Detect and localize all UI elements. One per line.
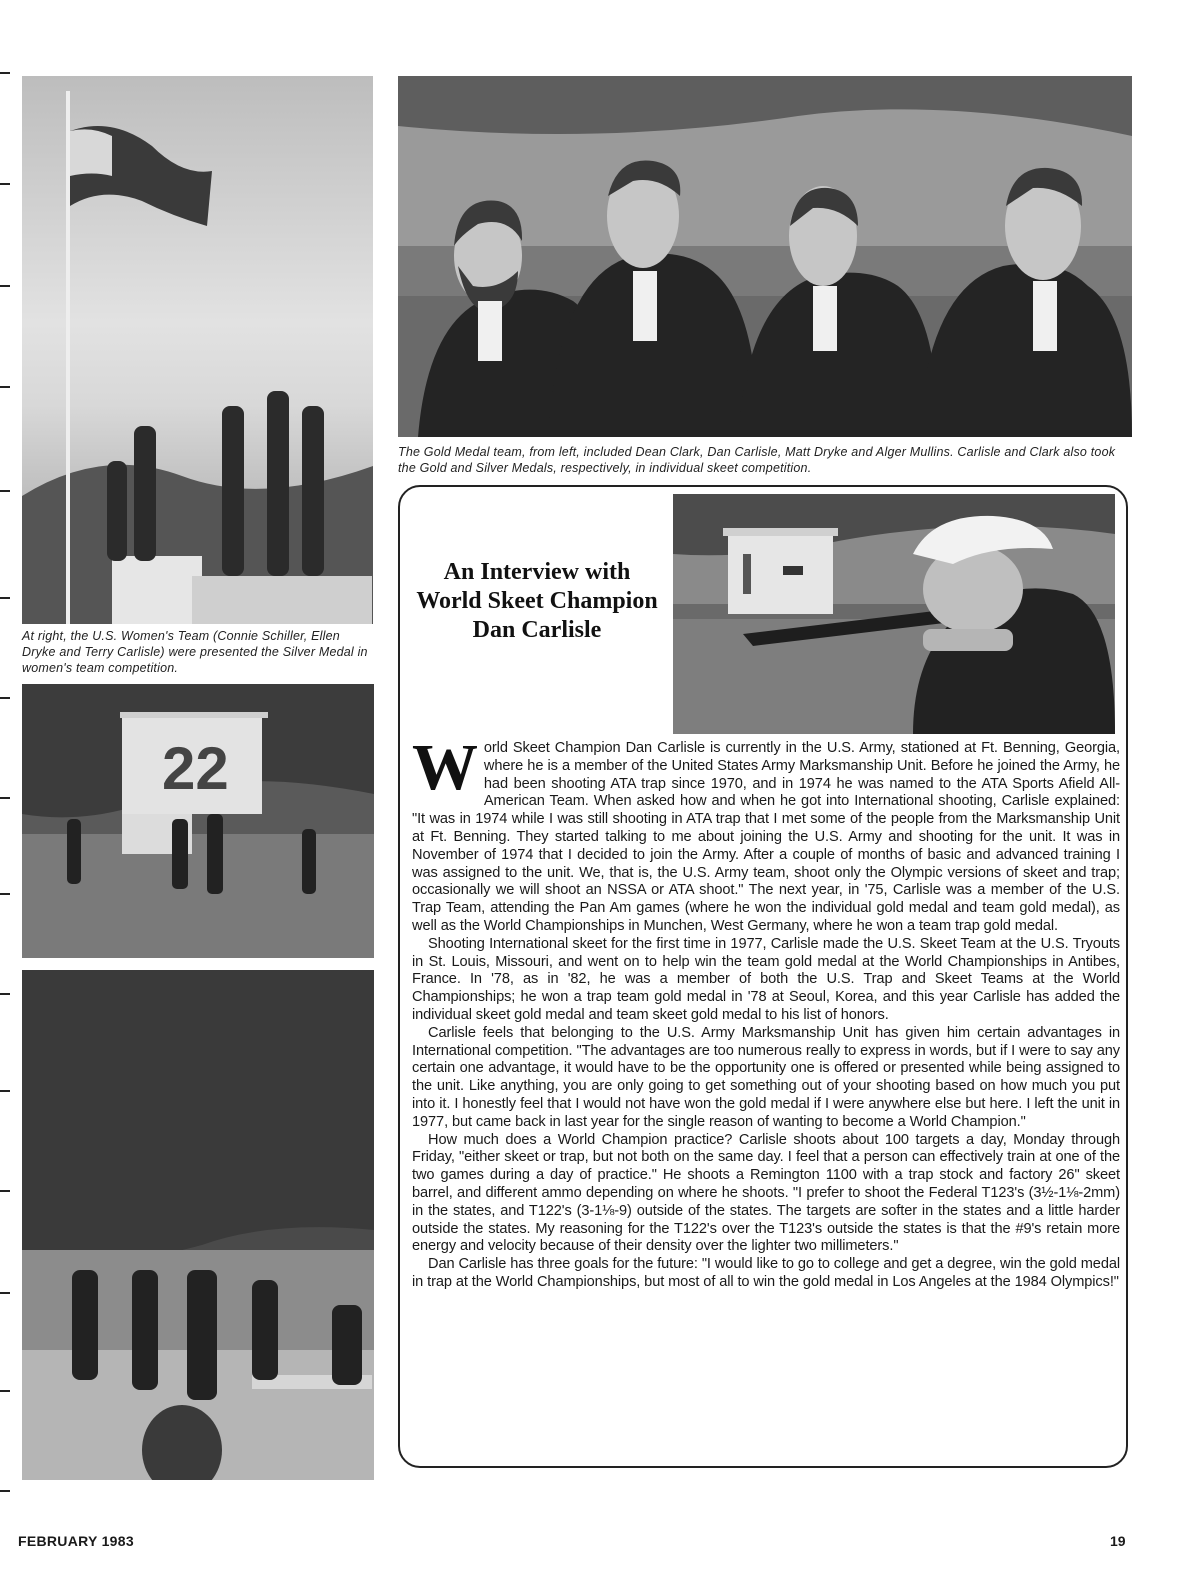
svg-text:22: 22 — [162, 735, 229, 802]
article-paragraph: How much does a World Champion practice? Carlisle shoots about 100 targets a day, Monday through Friday, "either skeet or trap, but not both on the same day. I feel that a person can effectively train at one of the two games during a day of practice." He shoots a Remington 1100 with a trap stock and factory 26" skeet barrel, and different ammo depending on where he shoots. "I prefer to shoot the Federal T123's (3½-1⅛-2mm) in the states, and T122's (3-1⅛-9) outside of the states. The targets are softer in the states and a little harder outside the states. My reasoning for the T122's over the T123's outside the states is that the #9's retain more energy and velocity because of their density over the lighter two millimeters." — [412, 1131, 1120, 1255]
photo-spectators-range — [22, 970, 374, 1480]
margin-tick — [0, 1090, 10, 1092]
margin-tick — [0, 490, 10, 492]
margin-tick — [0, 1390, 10, 1392]
article-paragraph — [412, 731, 1120, 936]
caption-gold-team: The Gold Medal team, from left, included Dean Clark, Dan Carlisle, Matt Dryke and Alger Mullins. Carlisle and Clark also took the Gold and Silver Medals, respectively, in individual skeet competition. — [398, 445, 1116, 475]
margin-tick — [0, 1190, 10, 1192]
margin-tick — [0, 893, 10, 895]
margin-tick — [0, 597, 10, 599]
article-body — [412, 731, 1120, 1292]
photo-gold-team — [398, 76, 1132, 437]
article-paragraph: Shooting International skeet for the first time in 1977, Carlisle made the U.S. Skeet Team at the U.S. Tryouts in St. Louis, Missouri, and went on to help win the team gold medal at the World Championships in Antibes, France. In '78, as in '82, he was a member of both the U.S. Trap and Skeet Teams at the World Championships; he won a trap team gold medal in '78 at Seoul, Korea, and this year Carlisle has added the individual skeet gold medal and team skeet gold medal to his list of honors. — [412, 935, 1120, 1023]
photo-skeet-house-22 — [22, 684, 374, 958]
page-number: 19 — [1110, 1533, 1126, 1549]
margin-tick — [0, 72, 10, 74]
margin-tick — [0, 993, 10, 995]
photo-womens-team — [22, 76, 373, 624]
margin-tick — [0, 1292, 10, 1294]
article-paragraph: Carlisle feels that belonging to the U.S. Army Marksmanship Unit has given him certain advantages in International competition. "The advantages are too numerous really to express in words, but if I were to say any certain one advantage, it would have to be the opportunity one is offered or presented while being assigned to the unit. Like anything, you are only going to get something out of your shooting based on how much you put into it. I honestly feel that I would not have won the gold medal if I were anywhere else but here. I left the unit in 1977, but came back in last year for the single reason of wanting to become a World Champion." — [412, 1024, 1120, 1130]
margin-tick — [0, 386, 10, 388]
margin-tick — [0, 183, 10, 185]
footer-date: FEBRUARY 1983 — [18, 1533, 134, 1549]
margin-tick — [0, 797, 10, 799]
margin-tick — [0, 697, 10, 699]
drop-cap: W — [412, 731, 478, 804]
article-paragraph: Dan Carlisle has three goals for the future: "I would like to go to college and get a degree, win the gold medal in trap at the World Championships, but most of all to win the gold medal in Los Angeles at the 1984 Olympics!" — [412, 1256, 1120, 1290]
article-headline: An Interview with World Skeet Champion Dan Carlisle — [416, 559, 658, 643]
margin-tick — [0, 1490, 10, 1492]
caption-womens-team: At right, the U.S. Women's Team (Connie Schiller, Ellen Dryke and Terry Carlisle) were presented the Silver Medal in women's team competition. — [22, 629, 368, 675]
margin-tick — [0, 285, 10, 287]
paragraph-text: orld Skeet Champion Dan Carlisle is currently in the U.S. Army, stationed at Ft. Benning, Georgia, where he is a member of the United States Army Marksmanship Unit. Before he joined the Army, he had been shooting ATA trap since 1970, and in 1974 he was named to the ATA Sports Afield All-American Team. When asked how and when he got into International shooting, Carlisle explained: "It was in 1974 while I was still shooting in ATA trap that I met some of the people from the Marksmanship Unit at Ft. Benning. They started talking to me about joining the U.S. Army and shooting for the unit. It was in November of 1974 that I decided to join the Army. After a couple of months of basic and advanced training I was assigned to the unit. We, that is, the U.S. Army team, shoot only the Olympic versions of skeet and trap; occasionally we will shoot an NSSA or ATA shoot." The next year, in '75, Carlisle was a member of the U.S. Trap Team, attending the Pan Am games (where he won the individual gold medal and team gold medal), as well as the World Championships in Munchen, West Germany, where he won a team trap gold medal. — [412, 740, 1120, 934]
photo-carlisle-shooting — [673, 494, 1115, 734]
